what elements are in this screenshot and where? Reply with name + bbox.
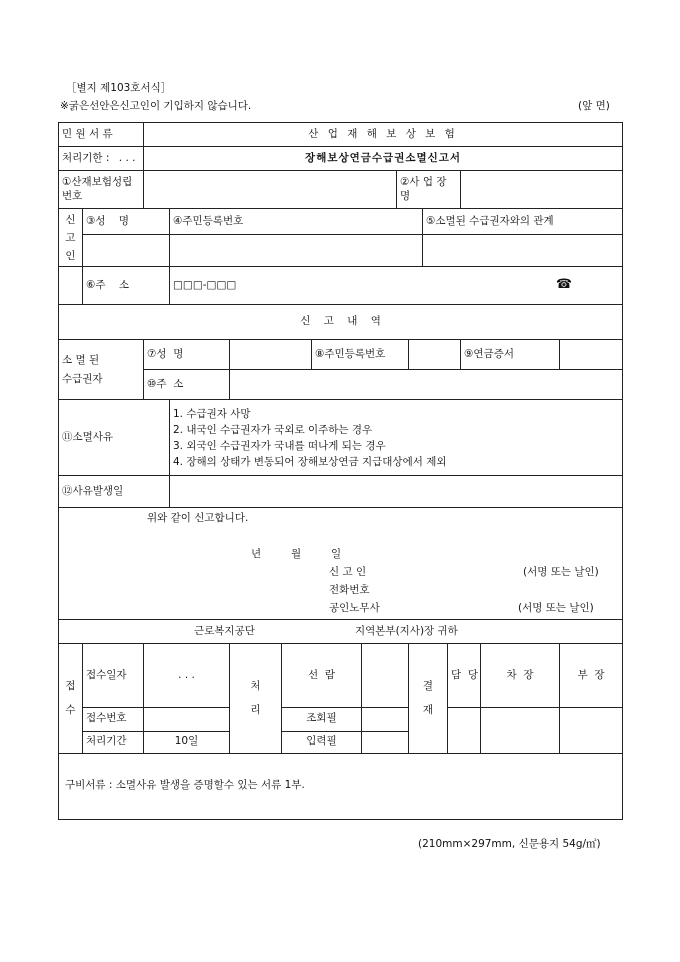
date-year: 년 [251, 548, 262, 560]
reporter-rrn-input[interactable] [170, 235, 423, 267]
processing-side-label: 처 리 [230, 644, 282, 754]
reporter-name-label: ③성 명 [83, 209, 170, 235]
reporter-name-input[interactable] [83, 235, 170, 267]
receipt-side-label: 접 수 [59, 644, 83, 754]
extinct-label-line2: 수급권자 [62, 372, 103, 385]
reason-item[interactable]: 2. 내국인 수급권자가 국외로 이주하는 경우 [173, 423, 373, 436]
form-title: 장해보상연금수급권소멸신고서 [144, 147, 623, 171]
occur-date-label: ⑫사유발생일 [59, 476, 170, 508]
approver-3-sign[interactable] [560, 707, 623, 753]
extinct-label-line1: 소 멸 된 [62, 353, 100, 366]
reporter-address-input[interactable] [170, 267, 623, 305]
date-month: 월 [291, 548, 302, 560]
attorney-sign-note: (서명 또는 날인) [518, 602, 594, 614]
form-subtitle: 산 업 재 해 보 상 보 험 [144, 123, 623, 147]
deadline-label: 처리기한 : [62, 151, 110, 164]
approver-1: 담 당 [448, 644, 481, 708]
form-number: ［별지 제103호서식］ [66, 82, 172, 94]
required-docs: 구비서류 : 소멸사유 발생을 증명할수 있는 서류 1부. [59, 753, 623, 819]
receipt-number-input[interactable] [144, 707, 230, 731]
workplace-input[interactable] [461, 171, 623, 209]
extinct-name-label: ⑦성 명 [144, 340, 230, 370]
extinct-address-label: ⑩주 소 [144, 370, 230, 400]
extinct-address-input[interactable] [230, 370, 623, 400]
reporter-side-label: 신 고 인 [59, 209, 83, 267]
details-header: 신 고 내 역 [59, 305, 623, 340]
addressee-branch: 지역본부(지사)장 귀하 [355, 625, 458, 637]
period-value: 10일 [144, 731, 230, 753]
date-day: 일 [331, 548, 342, 560]
reg-no-label: ①산재보험성립번호 [59, 171, 144, 209]
approver-2-sign[interactable] [481, 707, 560, 753]
deadline-dots: . . . [118, 151, 136, 164]
approver-1-sign[interactable] [448, 707, 481, 753]
addressee-row [59, 620, 623, 644]
extinct-rrn-input[interactable] [409, 340, 461, 370]
approver-3: 부 장 [560, 644, 623, 708]
reporter-address-label: ⑥주 소 [83, 267, 170, 305]
paper-spec: (210mm×297mm, 신문용지 54g/㎡) [418, 838, 601, 850]
period-label: 처리기간 [83, 731, 144, 753]
reporter-relation-label: ⑤소멸된 수급권자와의 관계 [423, 209, 623, 235]
approver-2: 차 장 [481, 644, 560, 708]
phone-icon: ☎ [555, 277, 573, 292]
phone-label: 전화번호 [329, 584, 370, 596]
labor-attorney-label: 공인노무사 [329, 602, 380, 614]
reason-label: ⑪소멸사유 [59, 400, 170, 476]
reg-no-input[interactable] [144, 171, 397, 209]
approval-side-label: 결 재 [409, 644, 448, 754]
report-form [58, 122, 623, 820]
input-label: 입력필 [282, 731, 362, 753]
reporter-rrn-label: ④주민등록번호 [170, 209, 423, 235]
check-input[interactable] [362, 707, 409, 731]
pension-cert-label: ⑨연금증서 [461, 340, 560, 370]
workplace-label: ②사 업 장 명 [397, 171, 461, 209]
reporter-side-blank [59, 267, 83, 305]
extinct-name-input[interactable] [230, 340, 312, 370]
civil-doc-label: 민 원 서 류 [59, 123, 144, 147]
receipt-date-label: 접수일자 [83, 644, 144, 708]
reporter-sign-note: (서명 또는 날인) [523, 566, 599, 578]
receipt-date-value: . . . [144, 644, 230, 708]
select-label: 선 람 [282, 644, 362, 708]
declaration-statement: 위와 같이 신고합니다. [147, 512, 249, 524]
pension-cert-input[interactable] [560, 340, 623, 370]
reason-item[interactable]: 3. 외국인 수급권자가 국내를 떠나게 되는 경우 [173, 439, 386, 452]
instruction-note: ※굵은선안은신고인이 기입하지 않습니다. [60, 100, 252, 112]
page-side: (앞 면) [578, 100, 610, 112]
reporter-sign-label: 신 고 인 [329, 566, 367, 578]
check-label: 조회필 [282, 707, 362, 731]
input-check[interactable] [362, 731, 409, 753]
declaration-block [59, 508, 623, 620]
reason-item[interactable]: 1. 수급권자 사망 [173, 407, 251, 420]
reason-list [170, 400, 623, 476]
extinct-holder-label [59, 340, 144, 400]
addressee-org: 근로복지공단 [194, 625, 255, 637]
select-input[interactable] [362, 644, 409, 708]
deadline-cell [59, 147, 144, 171]
receipt-number-label: 접수번호 [83, 707, 144, 731]
reporter-relation-input[interactable] [423, 235, 623, 267]
postal-code-boxes: □□□-□□□ [173, 278, 237, 291]
reason-item[interactable]: 4. 장해의 상태가 변동되어 장해보상연금 지급대상에서 제외 [173, 455, 447, 468]
occur-date-input[interactable] [170, 476, 623, 508]
extinct-rrn-label: ⑧주민등록번호 [312, 340, 409, 370]
